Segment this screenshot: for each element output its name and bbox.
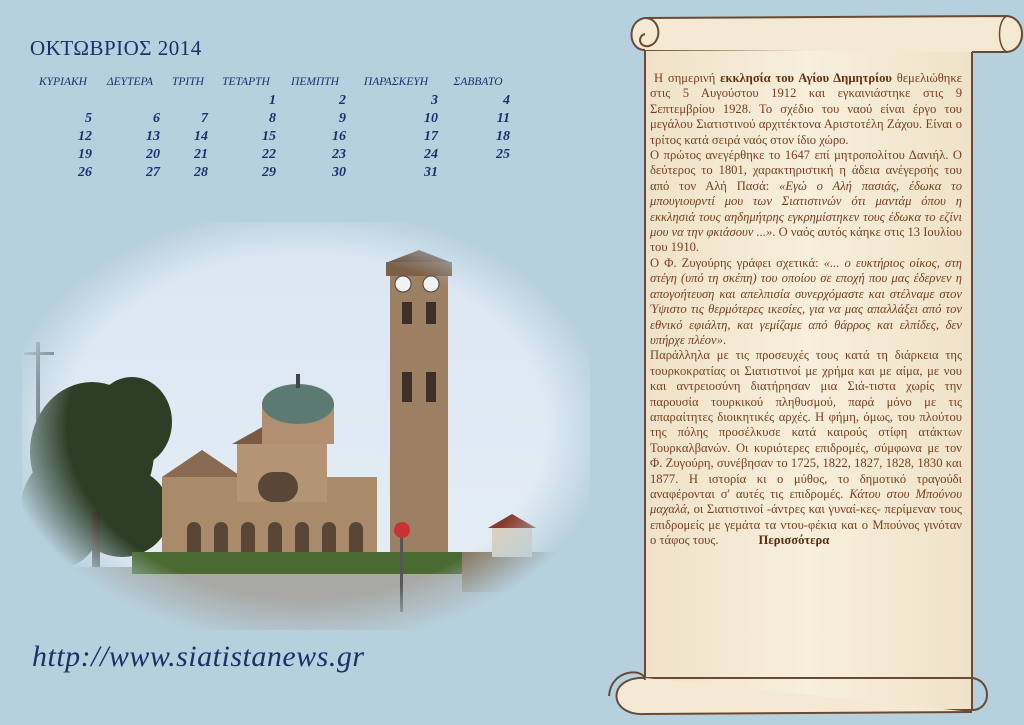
text-run: . Ο ναός αυτός κάηκε στις 13 Ιουλίου του 1910. — [650, 225, 962, 255]
weekday-label: ΤΕΤΑΡΤΗ — [222, 76, 270, 88]
quote: «Εγώ ο Αλή πασιάς, έδωκα το μπουγιουρντί μου των Σιατιστινών ότι μαντάμ όπου η εκκλησιά τους αηδημήτρης εγκρημίστηκεν τους έδωκα το εζίνι μου να την φκιάσουν ...» — [650, 178, 962, 240]
calendar-week-row — [30, 92, 514, 110]
text-run: , οι Σιατιστινοί -άντρες και γυναί-κες- περίμεναν τους επιδρομείς με γεμάτα τα ντου-φέκια και ο Μπούνος γινόταν ο τάφος τους. — [650, 502, 962, 548]
calendar-day: 28 — [194, 165, 208, 180]
song-title: Κάτου στου Μπούνου μαχαλά — [650, 486, 963, 517]
calendar-day — [164, 92, 212, 110]
text-run: . — [722, 332, 727, 347]
calendar-week-row — [30, 164, 514, 182]
calendar-day: 16 — [332, 129, 346, 144]
calendar-day: 1 — [269, 93, 276, 108]
text-run: θεμελιώθηκε στις 5 Αυγούστου 1912 και εγκαινιάστηκε στις 9 Σεπτεμβρίου 1928. Το σχέδιο του ναού είναι έργο του μεγάλου Σιατιστινού αρχιτέκτονα Αριστοτέλη Ζάχου. Είναι ο τρίτος κατά σειρά ναός στον ίδιο χώρο. — [650, 71, 962, 147]
text-run: Παράλληλα με τις προσευχές τους κατά τη διάρκεια της τουρκοκρατίας οι Σιατιστινοί με χρήμα και με αίμα, με νου και αντρειοσύνη διατήρησαν μια Σιά-τιστα χωρίς την παρουσία τουρκικού πληθυσμού, παρά μόνο με τις απαραίτητες διοικητικές αρχές. Η φήμη, όμως, του πλούτου της πόλης προσέλκυσε κατά καιρούς στίφη ατάκτων Τουρκαλβανών. Οι κυριότερες επιδρομές, σύμφωνα με τον Φ. Ζυγούρη, συνέβησαν το 1725, 1822, 1827, 1828, 1830 και 1877. Η ιστορία κι ο μύθος, το δημοτικό τραγούδι αναφέρονται σ' αυτές τις επιδρομές. — [650, 348, 962, 501]
more-link[interactable]: Περισσότερα — [758, 533, 830, 548]
calendar-day — [30, 92, 96, 110]
calendar-day: 26 — [78, 165, 92, 180]
calendar-day — [442, 164, 514, 182]
article-paragraph — [650, 348, 962, 548]
weekday-header-row — [30, 76, 514, 92]
calendar-week-row — [30, 110, 514, 128]
calendar-day: 2 — [339, 93, 346, 108]
calendar-day: 5 — [85, 111, 92, 126]
calendar-day: 18 — [496, 129, 510, 144]
calendar-day: 7 — [201, 111, 208, 126]
calendar-day: 15 — [262, 129, 276, 144]
calendar-day: 25 — [496, 147, 510, 162]
calendar-day: 3 — [431, 93, 438, 108]
weekday-label: ΠΕΜΠΤΗ — [291, 76, 339, 88]
text-run: Ο Φ. Ζυγούρης γράφει σχετικά: — [650, 255, 824, 270]
calendar-day: 4 — [503, 93, 510, 108]
calendar-grid — [30, 76, 514, 182]
calendar-day: 8 — [269, 111, 276, 126]
calendar-day: 20 — [146, 147, 160, 162]
calendar-day: 13 — [146, 129, 160, 144]
article-paragraph — [650, 256, 962, 348]
article-paragraph — [650, 71, 962, 148]
article-paragraph — [650, 148, 962, 256]
calendar-title: ΟΚΤΩΒΡΙΟΣ 2014 — [30, 36, 202, 60]
weekday-label: ΚΥΡΙΑΚΗ — [39, 76, 87, 88]
weekday-label: ΔΕΥΤΕΡΑ — [106, 76, 154, 88]
calendar-day: 29 — [262, 165, 276, 180]
calendar-week-row — [30, 128, 514, 146]
calendar-day: 24 — [424, 147, 438, 162]
church-photo — [22, 222, 590, 630]
calendar-day — [96, 92, 164, 110]
weekday-label: ΤΡΙΤΗ — [172, 76, 204, 88]
calendar-day: 23 — [332, 147, 346, 162]
weekday-label: ΣΑΒΒΑΤΟ — [453, 76, 503, 88]
calendar-day: 27 — [146, 165, 160, 180]
calendar-day: 31 — [424, 165, 438, 180]
calendar-day: 10 — [424, 111, 438, 126]
calendar-day: 30 — [332, 165, 346, 180]
calendar-day: 6 — [153, 111, 160, 126]
calendar-day: 14 — [194, 129, 208, 144]
quote: «... ο ευκτήριος οίκος, στη στέγη (υπό τη σκέπη) του οποίου σε εποχή που μας έδερνεν η απογοήτευση και απελπισία συνερχόμαστε και στέλναμε στον Ύψιστο τις θερμότερες ικεσίες, για να μας απαλλάξει από τον εθνικό εφιάλτη, και γεμίζαμε από θάρρος και ελπίδες, δεν υπήρχε πλέον» — [650, 255, 962, 347]
calendar-day: 9 — [339, 111, 346, 126]
text-run: Η σημερινή — [654, 71, 721, 85]
calendar-day: 17 — [424, 129, 438, 144]
calendar-day: 19 — [78, 147, 92, 162]
church-name: εκκλησία του Αγίου Δημητρίου — [720, 71, 892, 85]
website-link[interactable]: http://www.siatistanews.gr — [32, 640, 365, 673]
calendar-day: 22 — [262, 147, 276, 162]
calendar-week-row — [30, 146, 514, 164]
article-text — [650, 71, 962, 549]
weekday-label: ΠΑΡΑΣΚΕΥΗ — [363, 76, 429, 88]
calendar-day: 11 — [496, 111, 510, 126]
text-run: Ο πρώτος ανεγέρθηκε το 1647 επί μητροπολίτου Δανιήλ. Ο δεύτερος το 1801, χαρακτηριστική η άδεια ανέγερσής του από τον Αλή Πασά: — [650, 148, 962, 193]
calendar-day: 21 — [194, 147, 208, 162]
calendar-day: 12 — [78, 129, 92, 144]
